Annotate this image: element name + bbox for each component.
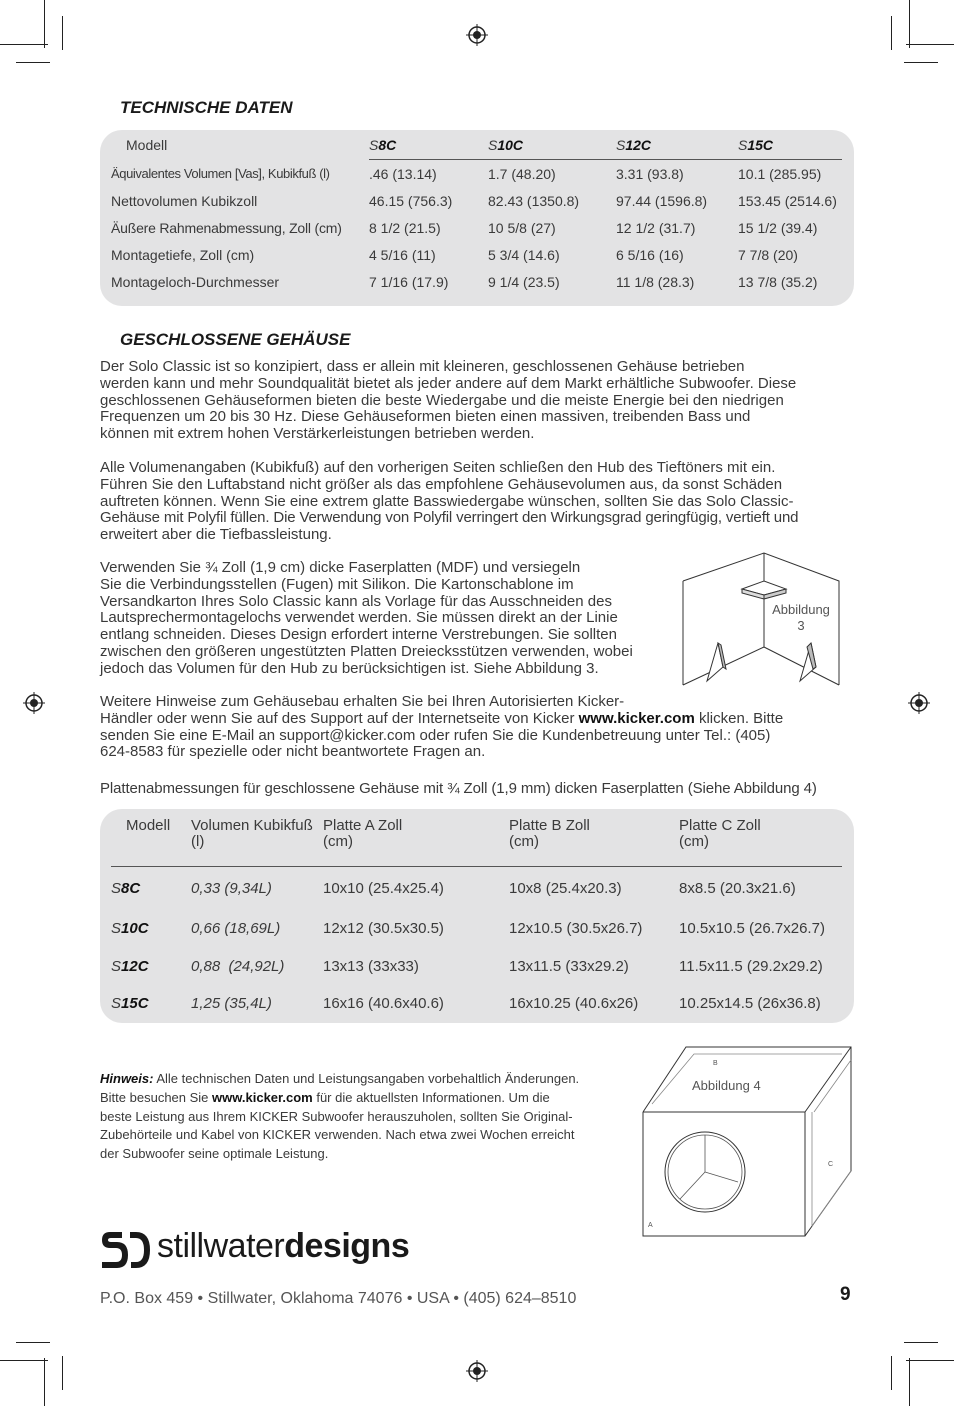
crop-mark bbox=[0, 1360, 48, 1361]
crop-mark bbox=[906, 1360, 954, 1361]
text-span: klicken. Bitte bbox=[694, 709, 784, 727]
table-row bbox=[111, 867, 842, 911]
crop-mark bbox=[904, 1342, 938, 1343]
cell: 12x12 (30.5x30.5) bbox=[323, 920, 444, 938]
panel-table bbox=[111, 818, 842, 1023]
text-line: jedoch das Volumen für den Hub zu berücksichtigen ist. Siehe Abbildung 3. bbox=[100, 659, 599, 677]
volume-cell: 1,25 (35,4L) bbox=[191, 995, 272, 1013]
header-line: Volumen Kubikfuß bbox=[191, 817, 313, 834]
text-line bbox=[100, 711, 783, 728]
header-line: Platte B Zoll bbox=[509, 817, 590, 834]
figure-3-label bbox=[762, 602, 840, 634]
text-line: Alle Volumenangaben (Kubikfuß) auf den vorherigen Seiten schließen den Hub des Tieftöners mit ein. bbox=[100, 459, 776, 476]
header-line: Platte C Zoll bbox=[679, 817, 761, 834]
model-s8c: S8C bbox=[369, 131, 488, 160]
heading-specs: TECHNISCHE DATEN bbox=[120, 98, 293, 117]
heading-enclosure: GESCHLOSSENE GEHÄUSE bbox=[120, 330, 351, 349]
text-line: geschlossenen Gehäuseformen bieten die beste Wiedergabe und die meiste Energie bei den niedrigen bbox=[100, 391, 784, 409]
row-label: Nettovolumen Kubikzoll bbox=[111, 192, 258, 209]
row-label: Montagetiefe, Zoll (cm) bbox=[111, 246, 255, 263]
model-s15c: S15C bbox=[738, 131, 842, 160]
header-line: Platte A Zoll bbox=[323, 817, 403, 834]
cell: 6 5/16 (16) bbox=[616, 246, 684, 263]
text-line: senden Sie eine E-Mail an support@kicker.com oder rufen Sie die Kundenbetreuung unter Tel.: (405) bbox=[100, 726, 771, 744]
text-line: Lautsprechermontagelochs verwendet werden. Sie müssen direkt an der Linie bbox=[100, 609, 618, 627]
panel-header-c bbox=[679, 818, 842, 867]
text-line: erweitert aber die Tiefbassleistung. bbox=[100, 526, 332, 544]
text-span: für die aktuellsten Informationen. Um die beste Leistung aus Ihrem KICKER Subwoofer herauszuholen, sollten Sie Original-Zubehörteile und Kabel von KICKER verwenden. Nach etwa zwei Wochen erreicht der Subwoofer seine optimale Leistung. bbox=[100, 1089, 575, 1162]
text-line: Führen Sie den Luftabstand nicht größer als das empfohlene Gehäusevolumen aus, da sonst Schäden bbox=[100, 475, 783, 493]
brand-bold: designs bbox=[284, 1227, 410, 1265]
table-row bbox=[111, 910, 842, 948]
cell: 4 5/16 (11) bbox=[369, 246, 436, 263]
paragraph-intro bbox=[100, 359, 796, 443]
row-label: Äquivalentes Volumen [Vas], Kubikfuß (l) bbox=[111, 165, 330, 181]
text-line: können mit extrem hohen Verstärkerleistungen betrieben werden. bbox=[100, 425, 535, 443]
specs-table bbox=[111, 131, 842, 295]
model-cell: S15C bbox=[111, 995, 149, 1013]
header-line: (cm) bbox=[509, 833, 539, 850]
page-number: 9 bbox=[840, 1284, 851, 1305]
model-cell: S12C bbox=[111, 957, 149, 975]
figure-4-panel-c: C bbox=[828, 1161, 834, 1168]
panel-header-model bbox=[111, 818, 191, 867]
text-line: Versandkarton Ihres Solo Classic kann als Vorlage für das Ausschneiden des bbox=[100, 592, 612, 610]
crop-mark bbox=[62, 1356, 63, 1390]
panel-intro: Plattenabmessungen für geschlossene Gehäuse mit ¾ Zoll (1,9 mm) dicken Faserplatten (Siehe Abbildung 4) bbox=[100, 780, 817, 797]
volume-cell: 0,88 (24,92L) bbox=[191, 957, 285, 975]
crop-mark bbox=[909, 1358, 910, 1406]
header-line: (cm) bbox=[323, 833, 353, 850]
crop-mark bbox=[62, 16, 63, 50]
cell: 7 7/8 (20) bbox=[738, 246, 798, 263]
panel-header-b bbox=[509, 818, 679, 867]
brand-wordmark bbox=[157, 1227, 409, 1266]
cell: 10.5x10.5 (26.7x26.7) bbox=[679, 920, 825, 938]
cell: 1.7 (48.20) bbox=[488, 165, 556, 182]
specs-header-label: Modell bbox=[126, 137, 168, 154]
cell: 13 7/8 (35.2) bbox=[738, 273, 818, 290]
cell: 10.25x14.5 (26x36.8) bbox=[679, 995, 821, 1013]
kicker-link[interactable]: www.kicker.com bbox=[578, 709, 695, 727]
paragraph-mdf bbox=[100, 560, 633, 678]
paragraph-contact bbox=[100, 694, 783, 761]
panel-header-a bbox=[323, 818, 509, 867]
volume-cell: 0,33 (9,34L) bbox=[191, 880, 272, 897]
cell: 8 1/2 (21.5) bbox=[369, 219, 441, 236]
text-line: entlang schneiden. Dieses Design erfordert interne Verstrebungen. Sie sollten bbox=[100, 626, 617, 644]
figure-4-panel-b: B bbox=[713, 1060, 718, 1067]
cell: 15 1/2 (39.4) bbox=[738, 219, 818, 236]
volume-cell: 0,66 (18,69L) bbox=[191, 920, 281, 938]
registration-mark-icon bbox=[466, 1360, 488, 1382]
model-s10c: S10C bbox=[488, 131, 616, 160]
cell: 10x10 (25.4x25.4) bbox=[323, 880, 444, 897]
cell: 3.31 (93.8) bbox=[616, 165, 684, 182]
crop-mark bbox=[904, 62, 938, 63]
registration-mark-icon bbox=[23, 692, 45, 714]
table-row bbox=[111, 241, 842, 268]
cell: 8x8.5 (20.3x21.6) bbox=[679, 880, 796, 897]
cell: 12x10.5 (30.5x26.7) bbox=[509, 920, 643, 938]
cell: 11 1/8 (28.3) bbox=[616, 273, 695, 290]
row-label: Äußere Rahmenabmessung, Zoll (cm) bbox=[111, 219, 342, 236]
text-line: Verwenden Sie ¾ Zoll (1,9 cm) dicke Faserplatten (MDF) und versiegeln bbox=[100, 559, 581, 576]
text-line: 624-8583 für spezielle oder nicht beantwortete Fragen an. bbox=[100, 743, 486, 761]
header-line: (l) bbox=[191, 833, 205, 850]
kicker-link[interactable]: www.kicker.com bbox=[212, 1089, 313, 1105]
table-row bbox=[111, 268, 842, 295]
cell: 153.45 (2514.6) bbox=[738, 192, 837, 209]
table-row bbox=[111, 160, 842, 188]
panel-header-row bbox=[111, 818, 842, 867]
text-line: zwischen den größeren ungestützten Platten Dreiecksstützen verwenden, wobei bbox=[100, 642, 633, 660]
figure-4-label: Abbildung 4 bbox=[692, 1078, 761, 1093]
crop-mark bbox=[16, 1342, 50, 1343]
text-line: auftreten können. Wenn Sie eine extrem glatte Basswiedergabe wünschen, sollten Sie das Solo Classic- bbox=[100, 492, 794, 510]
address: P.O. Box 459 • Stillwater, Oklahoma 74076 • USA • (405) 624–8510 bbox=[100, 1290, 577, 1307]
crop-mark bbox=[44, 1358, 45, 1406]
cell: 16x10.25 (40.6x26) bbox=[509, 995, 639, 1013]
registration-mark-icon bbox=[466, 24, 488, 46]
text-line: werden kann und mehr Soundqualität bietet als jeder andere auf dem Markt erhältliche Subwoofer. Diese bbox=[100, 374, 797, 392]
text-line: Weitere Hinweise zum Gehäusebau erhalten Sie bei Ihren Autorisierten Kicker- bbox=[100, 693, 625, 710]
model-cell: S10C bbox=[111, 920, 149, 938]
paragraph-volume bbox=[100, 460, 798, 544]
crop-mark bbox=[44, 0, 45, 48]
cell: 82.43 (1350.8) bbox=[488, 192, 580, 209]
cell: 13x13 (33x33) bbox=[323, 957, 419, 975]
crop-mark bbox=[909, 0, 910, 48]
crop-mark bbox=[16, 62, 50, 63]
header-line: Modell bbox=[126, 817, 171, 834]
crop-mark bbox=[891, 16, 892, 50]
cell: 13x11.5 (33x29.2) bbox=[509, 957, 629, 975]
cell: .46 (13.14) bbox=[369, 165, 437, 182]
text-span: Händler oder wenn Sie auf des Support auf der Internetseite von Kicker bbox=[100, 709, 579, 727]
crop-mark bbox=[906, 44, 954, 45]
table-row bbox=[111, 214, 842, 241]
figure-4-panel-a: A bbox=[648, 1222, 653, 1229]
row-label: Montageloch-Durchmesser bbox=[111, 273, 280, 290]
cell: 16x16 (40.6x40.6) bbox=[323, 995, 444, 1013]
cell: 7 1/16 (17.9) bbox=[369, 273, 449, 290]
specs-header-row bbox=[111, 131, 842, 160]
figure-4-enclosure-diagram bbox=[642, 1046, 853, 1238]
crop-mark bbox=[891, 1356, 892, 1390]
stillwater-designs-logo-icon bbox=[100, 1228, 152, 1270]
note-text bbox=[100, 1070, 580, 1164]
model-s12c: S12C bbox=[616, 131, 738, 160]
text-span: Alle technischen Daten und Leistungsangaben vorbehaltlich Änderungen. Bitte besuchen Sie bbox=[100, 1071, 580, 1105]
text-line: Sie die Verbindungsstellen (Fugen) mit Silikon. Die Kartonschablone im bbox=[100, 575, 574, 593]
text-line: Der Solo Classic ist so konzipiert, dass er allein mit kleineren, geschlossenen Gehäuse betrieben bbox=[100, 358, 745, 375]
cell: 9 1/4 (23.5) bbox=[488, 273, 560, 290]
cell: 11.5x11.5 (29.2x29.2) bbox=[679, 957, 823, 975]
cell: 10 5/8 (27) bbox=[488, 219, 556, 236]
figure-3-label-line: Abbildung bbox=[772, 602, 830, 617]
note-label: Hinweis: bbox=[100, 1071, 154, 1086]
table-row bbox=[111, 985, 842, 1023]
cell: 5 3/4 (14.6) bbox=[488, 246, 560, 263]
text-line: Frequenzen um 20 bis 30 Hz. Diese Gehäuseformen bieten einen massiven, treibenden Bass und bbox=[100, 408, 751, 426]
header-line: (cm) bbox=[679, 833, 709, 850]
cell: 10.1 (285.95) bbox=[738, 165, 822, 182]
text-line: Gehäuse mit Polyfil füllen. Die Verwendung von Polyfil verringert den Wirkungsgrad geringfügig, vertieft und bbox=[100, 509, 799, 527]
cell: 10x8 (25.4x20.3) bbox=[509, 880, 622, 897]
panel-header-volume bbox=[191, 818, 323, 867]
cell: 97.44 (1596.8) bbox=[616, 192, 708, 209]
figure-3-label-line: 3 bbox=[797, 618, 805, 633]
crop-mark bbox=[0, 44, 48, 45]
model-cell: S8C bbox=[111, 880, 141, 897]
table-row bbox=[111, 948, 842, 986]
table-row bbox=[111, 187, 842, 214]
cell: 12 1/2 (31.7) bbox=[616, 219, 696, 236]
registration-mark-icon bbox=[908, 692, 930, 714]
brand-light: stillwater bbox=[157, 1227, 285, 1265]
cell: 46.15 (756.3) bbox=[369, 192, 453, 209]
